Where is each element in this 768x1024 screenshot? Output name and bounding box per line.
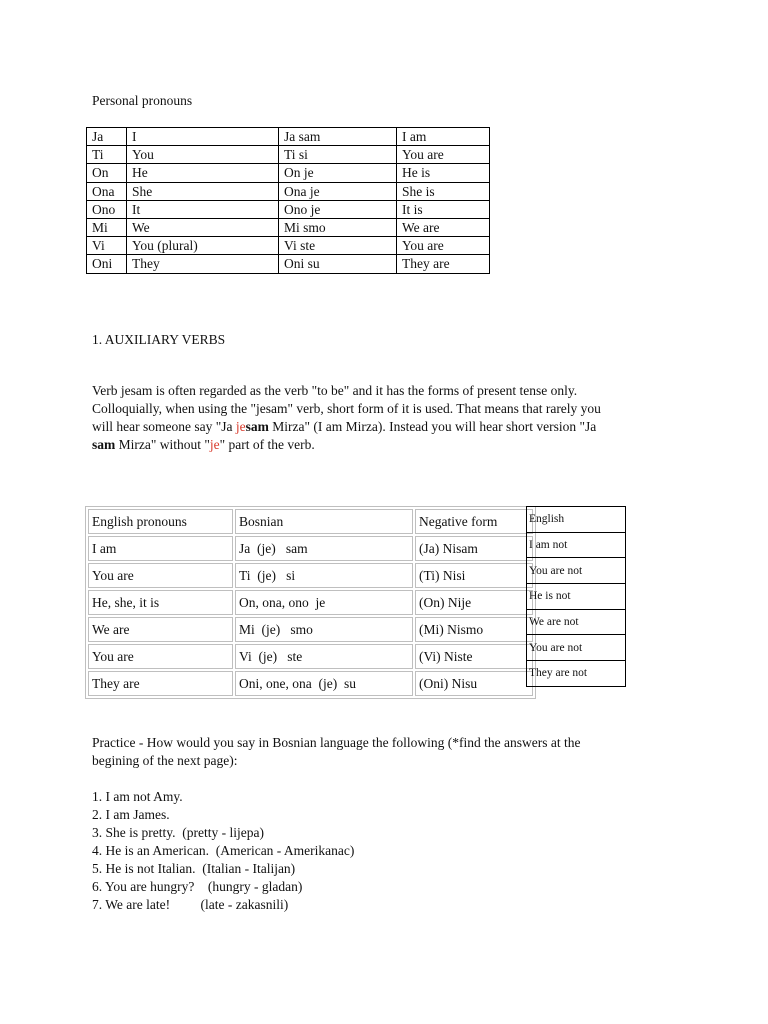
- paragraph-line-1: Verb jesam is often regarded as the verb "to be" and it has the forms of present tense only.: [92, 383, 578, 398]
- table-cell: (Ja) Nisam: [415, 536, 533, 561]
- table-cell: Ono je: [279, 200, 397, 218]
- table-row: [87, 218, 490, 236]
- table-cell: You are: [88, 644, 233, 669]
- table-cell: He, she, it is: [88, 590, 233, 615]
- table-cell: Bosnian: [235, 509, 413, 534]
- table-cell: They: [127, 255, 279, 273]
- table-cell: Vi (je) ste: [235, 644, 413, 669]
- table-cell: On, ona, ono je: [235, 590, 413, 615]
- table-row: [527, 532, 626, 558]
- table-cell: She is: [397, 182, 490, 200]
- table-cell: I: [127, 128, 279, 146]
- pronouns-table: [86, 127, 490, 274]
- table-cell: Ti si: [279, 146, 397, 164]
- table-row: [87, 146, 490, 164]
- table-cell: Mi: [87, 218, 127, 236]
- table-cell: (On) Nije: [415, 590, 533, 615]
- table-row: [88, 644, 533, 669]
- table-cell: You are: [88, 563, 233, 588]
- table-cell: He: [127, 164, 279, 182]
- table-row: [87, 200, 490, 218]
- list-item: 2. I am James.: [92, 807, 170, 822]
- table-cell: Oni: [87, 255, 127, 273]
- table-cell: He is: [397, 164, 490, 182]
- table-cell: English: [527, 507, 626, 533]
- practice-line-2: begining of the next page):: [92, 753, 238, 768]
- table-cell: She: [127, 182, 279, 200]
- table-row: [87, 164, 490, 182]
- table-row: [527, 558, 626, 584]
- table-cell: They are not: [527, 661, 626, 687]
- list-item: 6. You are hungry? (hungry - gladan): [92, 879, 303, 894]
- table-row: [88, 617, 533, 642]
- table-cell: I am not: [527, 532, 626, 558]
- table-cell: Oni su: [279, 255, 397, 273]
- table-cell: Ti (je) si: [235, 563, 413, 588]
- table-cell: Mi smo: [279, 218, 397, 236]
- table-row: [88, 536, 533, 561]
- section-title: Personal pronouns: [92, 93, 193, 108]
- list-item: 1. I am not Amy.: [92, 789, 183, 804]
- table-row: [88, 671, 533, 696]
- table-cell: You are not: [527, 635, 626, 661]
- paragraph-line-3: will hear someone say "Ja jesam Mirza" (I am Mirza). Instead you will hear short version "Ja: [92, 419, 597, 434]
- table-row: [527, 635, 626, 661]
- table-cell: On: [87, 164, 127, 182]
- table-cell: Negative form: [415, 509, 533, 534]
- list-item: 5. He is not Italian. (Italian - Italijan): [92, 861, 296, 876]
- table-cell: He is not: [527, 584, 626, 610]
- exercise-list: [92, 788, 354, 914]
- table-cell: Ona: [87, 182, 127, 200]
- table-cell: (Mi) Nismo: [415, 617, 533, 642]
- table-cell: We are: [88, 617, 233, 642]
- table-cell: It: [127, 200, 279, 218]
- table-cell: You are: [397, 237, 490, 255]
- table-cell: I am: [397, 128, 490, 146]
- table-cell: Ona je: [279, 182, 397, 200]
- table-cell: It is: [397, 200, 490, 218]
- table-row: [87, 255, 490, 273]
- table-row: [87, 128, 490, 146]
- practice-line-1: Practice - How would you say in Bosnian language the following (*find the answers at the: [92, 735, 581, 750]
- table-cell: I am: [88, 536, 233, 561]
- table-cell: They are: [88, 671, 233, 696]
- table-row: [527, 584, 626, 610]
- table-cell: Ja sam: [279, 128, 397, 146]
- list-item: 7. We are late! (late - zakasnili): [92, 897, 289, 912]
- table-cell: Oni, one, ona (je) su: [235, 671, 413, 696]
- list-item: 3. She is pretty. (pretty - lijepa): [92, 825, 264, 840]
- table-row: [527, 661, 626, 687]
- table-cell: (Vi) Niste: [415, 644, 533, 669]
- table-cell: You are not: [527, 558, 626, 584]
- explanation-paragraph: [92, 382, 692, 454]
- table-cell: (Oni) Nisu: [415, 671, 533, 696]
- table-cell: Vi ste: [279, 237, 397, 255]
- table-cell: (Ti) Nisi: [415, 563, 533, 588]
- english-negative-table: [526, 506, 626, 687]
- table-cell: You are: [397, 146, 490, 164]
- table-cell: Ono: [87, 200, 127, 218]
- table-row: [87, 182, 490, 200]
- paragraph-line-2: Colloquially, when using the "jesam" verb, short form of it is used. That means that rarely you: [92, 401, 601, 416]
- table-row: [88, 590, 533, 615]
- table-cell: You: [127, 146, 279, 164]
- auxiliary-verbs-table: [85, 506, 536, 699]
- list-item: 4. He is an American. (American - Amerikanac): [92, 843, 355, 858]
- table-header-row: [88, 509, 533, 534]
- table-cell: We are: [397, 218, 490, 236]
- table-cell: We: [127, 218, 279, 236]
- table-cell: Ja: [87, 128, 127, 146]
- table-row: [527, 507, 626, 533]
- practice-instructions: [92, 734, 692, 770]
- table-row: [88, 563, 533, 588]
- table-cell: Ti: [87, 146, 127, 164]
- paragraph-line-4: sam Mirza" without "je" part of the verb.: [92, 437, 315, 452]
- table-cell: English pronouns: [88, 509, 233, 534]
- table-cell: You (plural): [127, 237, 279, 255]
- table-cell: They are: [397, 255, 490, 273]
- table-cell: Mi (je) smo: [235, 617, 413, 642]
- auxiliary-verbs-heading: 1. AUXILIARY VERBS: [92, 332, 226, 347]
- table-cell: Ja (je) sam: [235, 536, 413, 561]
- table-row: [527, 609, 626, 635]
- table-row: [87, 237, 490, 255]
- table-cell: Vi: [87, 237, 127, 255]
- table-cell: On je: [279, 164, 397, 182]
- table-cell: We are not: [527, 609, 626, 635]
